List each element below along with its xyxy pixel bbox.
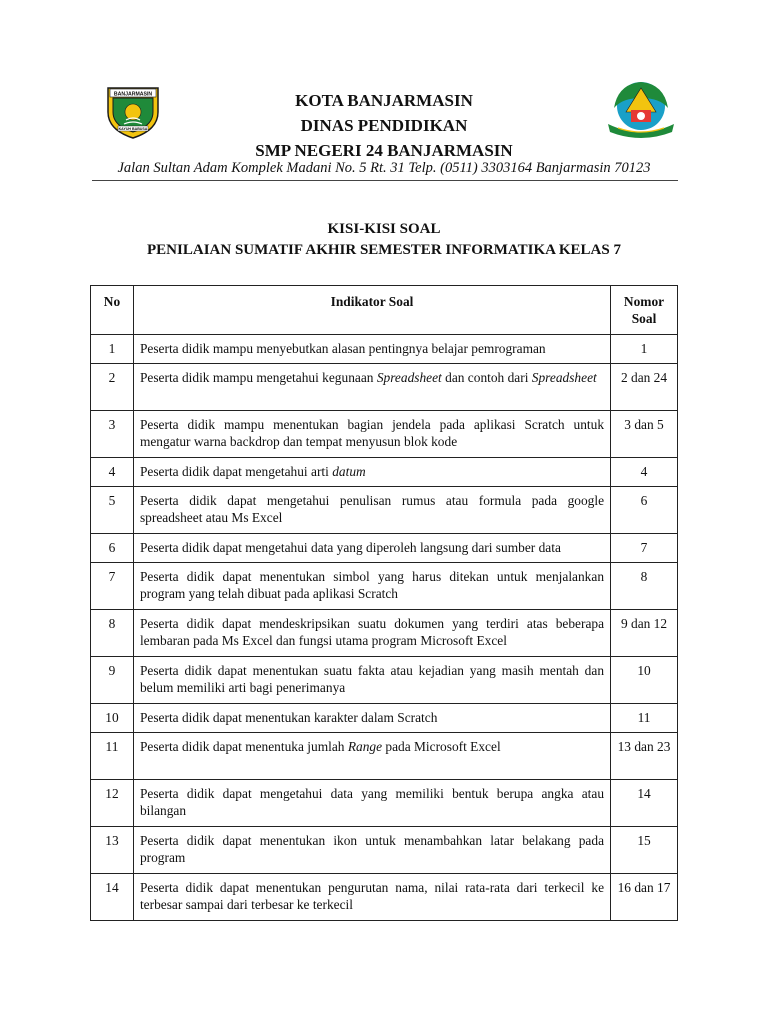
indikator-text: dan contoh dari xyxy=(441,370,532,385)
indikator-text: Peserta didik dapat mengetahui data yang diperoleh langsung dari sumber data xyxy=(139,540,561,555)
row-nomor-soal: 11 xyxy=(611,704,678,733)
table-row xyxy=(91,563,678,610)
row-number: 2 xyxy=(91,364,134,411)
row-nomor-soal: 3 dan 5 xyxy=(611,411,678,458)
table-row xyxy=(91,335,678,364)
row-nomor-soal: 14 xyxy=(611,780,678,827)
table-row xyxy=(91,733,678,780)
row-number: 10 xyxy=(91,704,134,733)
row-nomor-soal: 6 xyxy=(611,487,678,534)
row-nomor-soal: 2 dan 24 xyxy=(611,364,678,411)
row-indikator xyxy=(133,335,610,364)
row-number: 3 xyxy=(91,411,134,458)
table-row xyxy=(91,780,678,827)
header-nomor-soal: Nomor Soal xyxy=(611,286,678,335)
row-nomor-soal: 4 xyxy=(611,458,678,487)
row-number: 14 xyxy=(91,874,134,921)
indikator-text: Peserta didik dapat mengetahui penulisan rumus atau formula pada google spreadsheet atau Ms Excel xyxy=(139,493,605,525)
table-row xyxy=(91,657,678,704)
row-number: 4 xyxy=(91,458,134,487)
row-number: 13 xyxy=(91,827,134,874)
emblem-motto-text: KAYUH BABUSA xyxy=(118,127,148,131)
row-number: 5 xyxy=(91,487,134,534)
row-indikator xyxy=(133,780,610,827)
indikator-text: Peserta didik mampu menentukan bagian jendela pada aplikasi Scratch untuk mengatur warna backdrop dan tempat menyusun blok kode xyxy=(139,417,605,449)
row-number: 12 xyxy=(91,780,134,827)
indikator-text: Peserta didik dapat menentuka jumlah xyxy=(139,739,348,754)
table-row xyxy=(91,411,678,458)
row-indikator xyxy=(133,458,610,487)
table-row xyxy=(91,458,678,487)
title-line-2: PENILAIAN SUMATIF AKHIR SEMESTER INFORMATIKA KELAS 7 xyxy=(147,242,621,258)
indikator-text: Peserta didik mampu menyebutkan alasan pentingnya belajar pemrograman xyxy=(139,341,546,356)
row-indikator xyxy=(133,563,610,610)
table-header-row xyxy=(91,286,678,335)
title-line-1: KISI-KISI SOAL xyxy=(327,221,441,237)
indikator-text: Peserta didik dapat mendeskripsikan suatu dokumen yang terdiri atas beberapa lembaran pada Ms Excel dan fungsi utama program Microsoft Excel xyxy=(139,616,605,648)
indikator-text: Peserta didik dapat menentukan ikon untuk menambahkan latar belakang pada program xyxy=(139,833,605,865)
table-row xyxy=(91,534,678,563)
row-number: 11 xyxy=(91,733,134,780)
row-nomor-soal: 16 dan 17 xyxy=(611,874,678,921)
letterhead-agency: DINAS PENDIDIKAN xyxy=(300,116,468,135)
indikator-text: pada Microsoft Excel xyxy=(382,739,501,754)
row-indikator xyxy=(133,827,610,874)
table-row xyxy=(91,610,678,657)
indikator-term-italic: Spreadsheet xyxy=(531,370,597,385)
indikator-text: Peserta didik dapat mengetahui data yang memiliki bentuk berupa angka atau bilangan xyxy=(139,786,605,818)
row-indikator xyxy=(133,657,610,704)
row-indikator xyxy=(133,874,610,921)
row-indikator xyxy=(133,534,610,563)
document-title xyxy=(0,219,768,261)
indikator-text: Peserta didik dapat menentukan suatu fakta atau kejadian yang masih mentah dan belum memiliki arti bagi penerimanya xyxy=(139,663,605,695)
letterhead xyxy=(0,88,768,163)
row-indikator xyxy=(133,704,610,733)
row-nomor-soal: 13 dan 23 xyxy=(611,733,678,780)
letterhead-divider xyxy=(92,180,678,181)
indikator-text: Peserta didik dapat menentukan karakter dalam Scratch xyxy=(139,710,438,725)
row-indikator xyxy=(133,610,610,657)
letterhead-address: Jalan Sultan Adam Komplek Madani No. 5 Rt. 31 Telp. (0511) 3303164 Banjarmasin 70123 xyxy=(117,160,651,176)
header-no: No xyxy=(91,286,134,335)
row-nomor-soal: 10 xyxy=(611,657,678,704)
row-number: 1 xyxy=(91,335,134,364)
table-row xyxy=(91,704,678,733)
row-number: 7 xyxy=(91,563,134,610)
indikator-text: Peserta didik dapat mengetahui arti xyxy=(139,464,333,479)
indikator-term-italic: Range xyxy=(347,739,383,754)
row-nomor-soal: 7 xyxy=(611,534,678,563)
indikator-term-italic: datum xyxy=(332,464,366,479)
emblem-name-text: BANJARMASIN xyxy=(113,91,153,98)
row-number: 9 xyxy=(91,657,134,704)
letterhead-school: SMP NEGERI 24 BANJARMASIN xyxy=(255,141,513,160)
row-indikator xyxy=(133,733,610,780)
row-number: 6 xyxy=(91,534,134,563)
indikator-term-italic: Spreadsheet xyxy=(376,370,442,385)
row-nomor-soal: 1 xyxy=(611,335,678,364)
table-row xyxy=(91,364,678,411)
row-nomor-soal: 15 xyxy=(611,827,678,874)
letterhead-city: KOTA BANJARMASIN xyxy=(295,91,473,110)
kisi-kisi-table xyxy=(90,285,678,921)
table-row xyxy=(91,487,678,534)
header-indikator: Indikator Soal xyxy=(133,286,610,335)
row-nomor-soal: 9 dan 12 xyxy=(611,610,678,657)
indikator-text: Peserta didik mampu mengetahui kegunaan xyxy=(139,370,377,385)
row-number: 8 xyxy=(91,610,134,657)
indikator-text: Peserta didik dapat menentukan pengurutan nama, nilai rata-rata dari terkecil ke terbesar sampai dari terbesar ke terkecil xyxy=(139,880,605,912)
indikator-text: Peserta didik dapat menentukan simbol yang harus ditekan untuk menjalankan program yang telah dibuat pada aplikasi Scratch xyxy=(139,569,605,601)
row-nomor-soal: 8 xyxy=(611,563,678,610)
table-row xyxy=(91,874,678,921)
row-indikator xyxy=(133,411,610,458)
row-indikator xyxy=(133,364,610,411)
table-row xyxy=(91,827,678,874)
row-indikator xyxy=(133,487,610,534)
